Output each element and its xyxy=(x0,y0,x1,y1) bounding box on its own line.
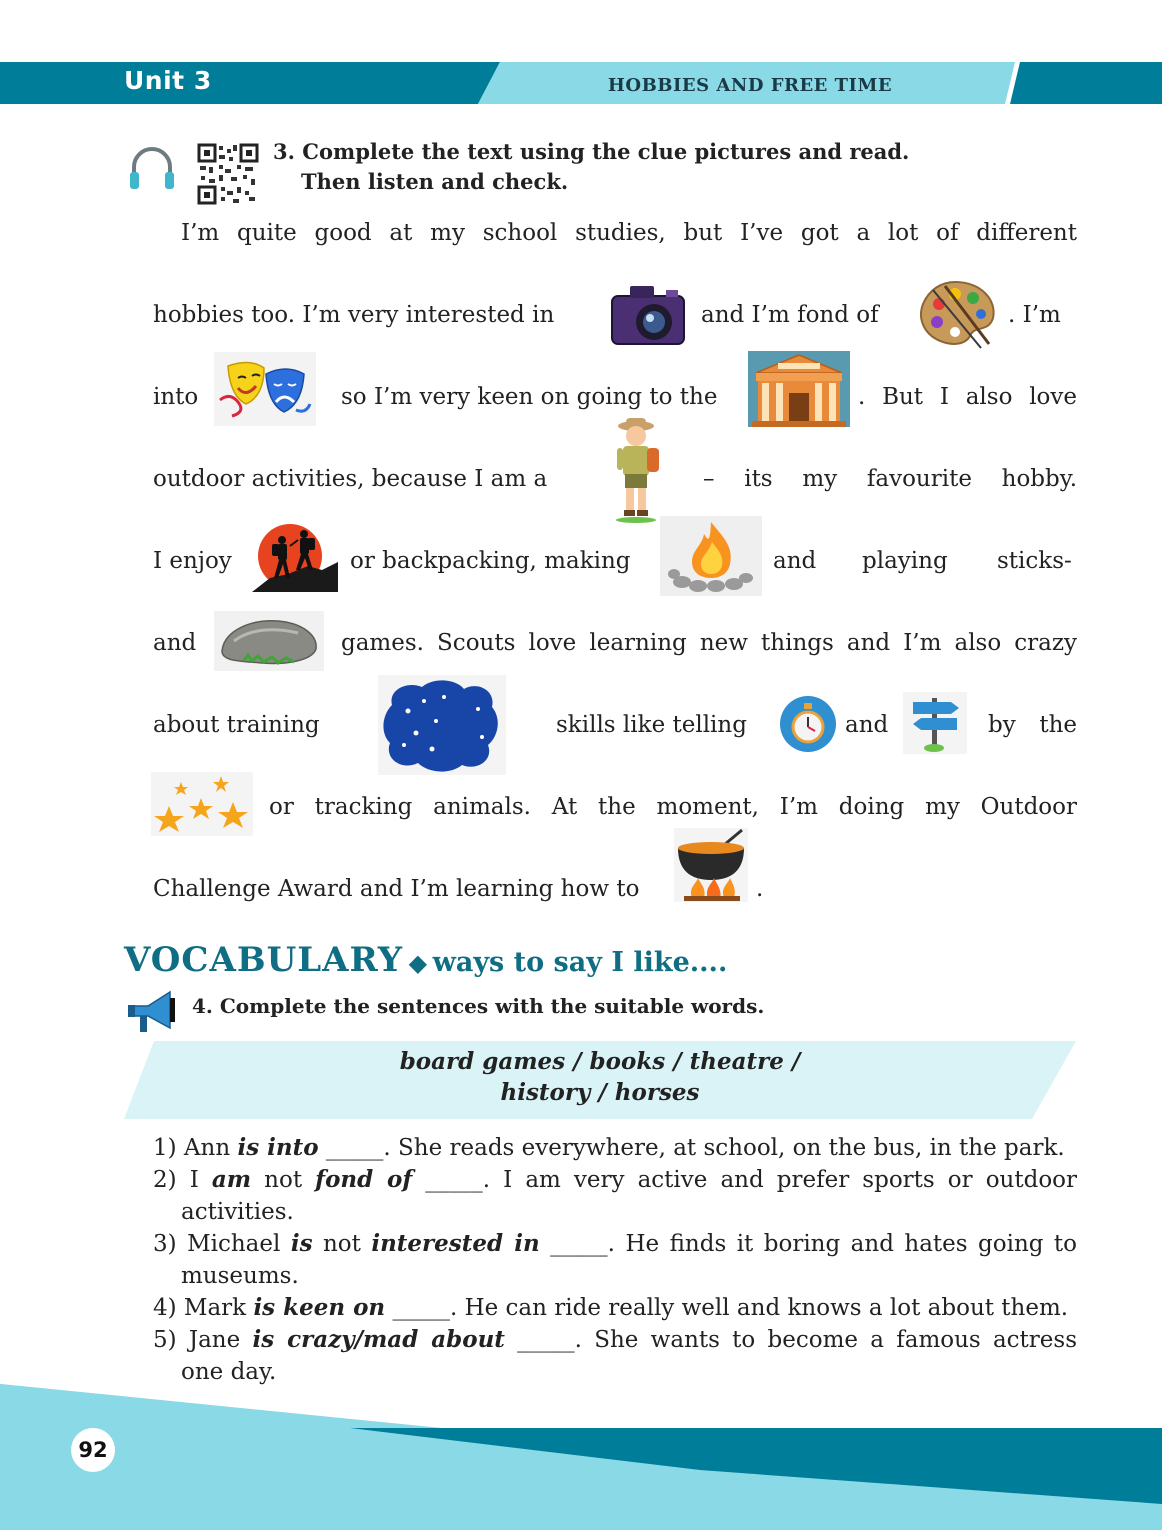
word-box-line2: history / horses xyxy=(500,1079,700,1106)
paragraph-line: or backpacking, making xyxy=(350,548,631,574)
sentence-phrase: fond of xyxy=(315,1166,413,1193)
sentence-text: _____. He finds it boring and hates going to xyxy=(539,1231,1078,1257)
sentence-text: _____. She wants to become a famous actress xyxy=(504,1327,1078,1353)
exercise3-instruction xyxy=(273,137,909,197)
exercise4-instruction: 4. Complete the sentences with the suitable words. xyxy=(192,994,765,1018)
paragraph-line: and xyxy=(153,630,197,656)
footer-band xyxy=(0,1380,1162,1530)
sentence-text: Jane xyxy=(188,1327,253,1353)
paragraph-line: games. Scouts love learning new things and I’m also crazy xyxy=(341,630,1077,656)
paragraph-line: . xyxy=(756,876,764,902)
paragraph-line: and xyxy=(773,548,817,574)
sentence-text: I xyxy=(189,1167,212,1193)
sentence-3 xyxy=(153,1228,1077,1260)
paragraph-line: or tracking animals. At the moment, I’m doing my Outdoor xyxy=(269,794,1077,820)
vocabulary-title: VOCABULARY xyxy=(124,940,403,980)
sentence-4 xyxy=(153,1292,1077,1324)
theatre-masks-picture xyxy=(214,352,316,426)
campfire-picture xyxy=(660,516,762,596)
sentence-text: _____. I am very active and prefer sports or outdoor xyxy=(412,1167,1078,1193)
sentence-phrase: am xyxy=(211,1166,252,1193)
sentence-5-continued: one day. xyxy=(181,1359,277,1385)
sentence-number: 1) xyxy=(153,1135,177,1161)
sentence-number: 4) xyxy=(153,1295,177,1321)
paragraph-line: hobbies too. I’m very interested in xyxy=(153,302,555,328)
paragraph-line: by the xyxy=(988,712,1077,738)
paragraph-line: sticks- xyxy=(997,548,1072,574)
section-title: HOBBIES AND FREE TIME xyxy=(607,75,893,96)
sentence-number: 5) xyxy=(153,1327,177,1353)
paragraph-line: I enjoy xyxy=(153,548,232,574)
sentence-text: Mark xyxy=(183,1295,254,1321)
sentence-2 xyxy=(153,1164,1077,1196)
sentence-phrase: is xyxy=(290,1230,313,1257)
megaphone-icon xyxy=(126,988,178,1036)
sentence-text: not xyxy=(251,1167,316,1193)
paint-palette-picture xyxy=(915,276,999,350)
paragraph-line: into xyxy=(153,384,199,410)
sentence-number: 2) xyxy=(153,1167,177,1193)
paragraph-line: skills like telling xyxy=(556,712,747,738)
exercise3-instruction-line2: Then listen and check. xyxy=(301,169,569,194)
word-box-line1: board games / books / theatre / xyxy=(399,1048,801,1075)
paragraph-line: . I’m xyxy=(1008,302,1061,328)
vocabulary-heading xyxy=(124,940,727,980)
sentence-text: _____. He can ride really well and knows a lot about them. xyxy=(385,1295,1069,1321)
stars-picture xyxy=(151,772,253,836)
paragraph-line: – its my favourite hobby. xyxy=(703,466,1077,492)
cooking-pot-picture xyxy=(674,828,748,902)
sentence-phrase: interested in xyxy=(371,1230,540,1257)
page-number: 92 xyxy=(71,1428,115,1472)
sentence-phrase: is crazy/mad about xyxy=(252,1326,505,1353)
paragraph-line: playing xyxy=(862,548,948,574)
vocabulary-subheading: ways to say I like.... xyxy=(432,947,728,978)
camera-picture xyxy=(610,282,686,348)
sentence-2-continued: activities. xyxy=(181,1199,294,1225)
sentence-text: Ann xyxy=(183,1135,238,1161)
exercise3-instruction-line1: Complete the text using the clue pictures and read. xyxy=(302,139,910,164)
paragraph-line: about training xyxy=(153,712,320,738)
paragraph-line: and I’m fond of xyxy=(701,302,879,328)
exercise3-number: 3. xyxy=(273,139,295,164)
sentence-phrase: is keen on xyxy=(253,1294,386,1321)
paragraph-line: Challenge Award and I’m learning how to xyxy=(153,876,640,902)
hikers-picture xyxy=(252,522,338,592)
scout-boy-picture xyxy=(611,416,661,524)
unit-label: Unit 3 xyxy=(124,66,212,95)
sentence-phrase: is into xyxy=(237,1134,319,1161)
diamond-icon: ◆ xyxy=(408,948,428,977)
night-sky-picture xyxy=(378,675,506,775)
paragraph-line: I’m quite good at my school studies, but I’ve got a lot of different xyxy=(181,220,1077,246)
sentence-3-continued: museums. xyxy=(181,1263,299,1289)
sentence-text: _____. She reads everywhere, at school, on the bus, in the park. xyxy=(318,1135,1065,1161)
paragraph-line: so I’m very keen on going to the xyxy=(341,384,718,410)
paragraph-line: . But I also love xyxy=(858,384,1077,410)
stopwatch-picture xyxy=(779,695,837,753)
sentence-1 xyxy=(153,1132,1077,1164)
sentence-5 xyxy=(153,1324,1077,1356)
stone-picture xyxy=(214,611,324,671)
signpost-picture xyxy=(903,692,967,754)
sentence-number: 3) xyxy=(153,1231,177,1257)
sentence-text: Michael xyxy=(187,1231,291,1257)
qr-code-icon xyxy=(197,143,259,205)
paragraph-line: and xyxy=(845,712,889,738)
sentence-text: not xyxy=(312,1231,372,1257)
paragraph-line: outdoor activities, because I am a xyxy=(153,466,548,492)
theatre-building-picture xyxy=(748,351,850,427)
headphones-icon xyxy=(128,145,176,193)
